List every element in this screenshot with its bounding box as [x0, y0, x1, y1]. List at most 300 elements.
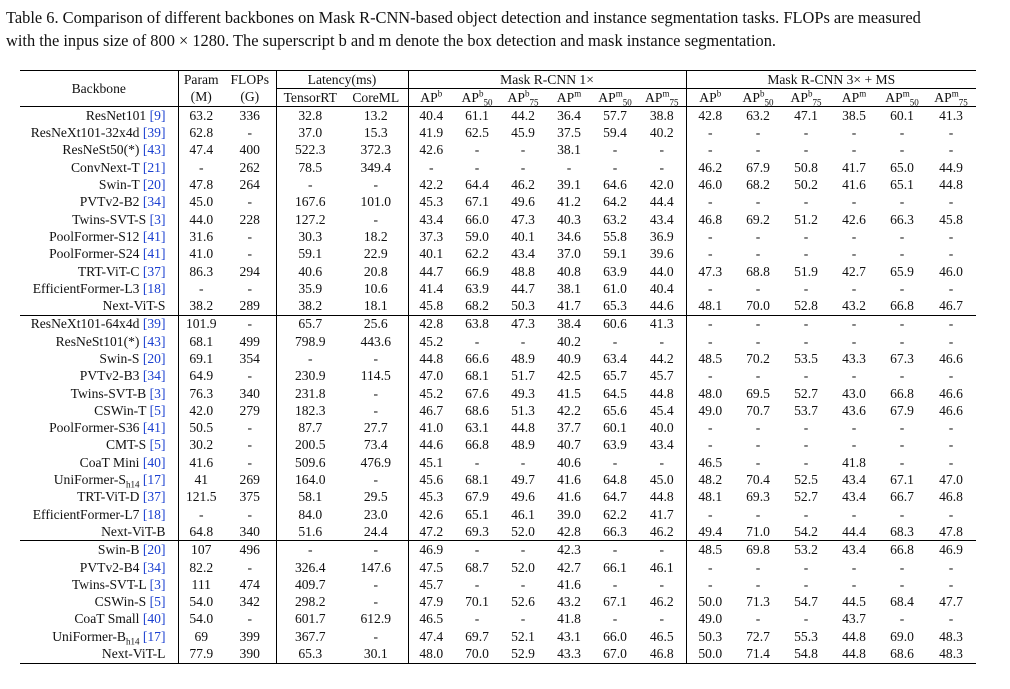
table-cell: 69.5	[746, 385, 770, 401]
table-cell: 41.3	[649, 316, 674, 332]
table-cell: -	[659, 611, 665, 627]
table-cell: 47.4	[178, 142, 224, 159]
citation-link[interactable]: [3]	[149, 385, 166, 401]
table-cell: 43.4	[842, 472, 866, 488]
backbone-name: TRT-ViT-D [37]	[77, 489, 166, 505]
table-cell: 54.7	[794, 594, 818, 610]
backbone-name: CoaT Mini [40]	[79, 454, 166, 470]
table-cell: 44.9	[939, 159, 963, 175]
table-cell: 612.9	[360, 611, 392, 627]
table-cell: 67.1	[890, 472, 914, 488]
table-cell: 51.7	[511, 368, 535, 384]
table-cell: 48.5	[686, 541, 734, 559]
table-cell: 354	[239, 351, 260, 366]
table-cell: 44.5	[842, 594, 866, 610]
table-cell: 63.4	[603, 351, 627, 366]
table-cell: 50.5	[178, 419, 224, 436]
table-cell: 59.4	[603, 125, 627, 141]
table-cell: 45.3	[408, 489, 454, 506]
table-cell: 39.0	[557, 506, 581, 522]
table-cell: 231.8	[276, 385, 344, 402]
table-cell: 42.7	[557, 559, 581, 575]
table-cell: 52.1	[511, 628, 535, 644]
header-metric: $AP^b_{50}$	[454, 89, 500, 107]
table-cell: -	[948, 576, 954, 592]
table-cell: 66.8	[465, 437, 489, 453]
table-cell: 47.5	[408, 559, 454, 576]
table-cell: 64.2	[603, 194, 627, 210]
table-cell: -	[851, 333, 857, 349]
table-cell: 48.1	[686, 489, 734, 506]
backbone-name: Twins-SVT-B [3]	[70, 385, 166, 401]
table-cell: -	[612, 454, 618, 470]
table-cell: 44.8	[939, 177, 963, 193]
table-cell: 71.0	[734, 523, 782, 541]
backbone-name: Swin-S [20]	[99, 351, 166, 366]
table-cell: 69.3	[746, 489, 770, 505]
table-cell: 47.4	[408, 628, 454, 645]
table-row	[20, 523, 976, 541]
citation-link[interactable]: [39]	[142, 125, 166, 141]
table-cell: 62.2	[465, 246, 489, 262]
table-cell: -	[899, 576, 905, 592]
table-cell: -	[803, 454, 809, 470]
table-row	[20, 333, 976, 350]
table-cell: -	[686, 437, 734, 454]
table-cell: 46.9	[408, 541, 454, 559]
table-cell: 69.0	[890, 628, 914, 644]
table-cell: 63.2	[603, 211, 627, 227]
table-group-small	[20, 107, 976, 316]
table-cell: 42.8	[408, 315, 454, 333]
table-cell: -	[899, 333, 905, 349]
table-cell: 44.8	[842, 646, 866, 662]
table-cell: 65.0	[890, 159, 914, 175]
table-cell: 41.7	[842, 159, 866, 175]
table-cell: 53.2	[794, 542, 818, 558]
citation-link[interactable]: [40]	[142, 454, 166, 470]
table-cell: 50.3	[686, 628, 734, 645]
citation-link[interactable]: [41]	[142, 246, 166, 262]
table-cell: -	[659, 576, 665, 592]
table-cell: 84.0	[276, 506, 344, 523]
table-cell: 443.6	[360, 333, 392, 349]
table-cell: -	[612, 611, 618, 627]
table-cell: -	[803, 280, 809, 296]
table-cell: 336	[239, 107, 260, 123]
table-cell: -	[474, 611, 480, 627]
table-cell: 65.1	[890, 177, 914, 193]
table-cell: 46.2	[649, 594, 674, 610]
backbone-name: PVTv2-B3 [34]	[79, 368, 166, 384]
table-cell: 65.7	[603, 368, 627, 384]
table-cell: -	[659, 159, 665, 175]
table-cell: -	[851, 437, 857, 453]
table-cell: 23.0	[363, 506, 388, 522]
table-cell: 52.7	[794, 385, 818, 401]
citation-link[interactable]: [18]	[142, 506, 166, 522]
table-cell: 121.5	[178, 489, 224, 506]
table-cell: -	[247, 437, 253, 453]
backbone-name: ConvNext-T [21]	[70, 159, 166, 175]
table-row	[20, 402, 976, 419]
table-cell: 52.9	[511, 646, 535, 662]
table-cell: 42.6	[408, 142, 454, 159]
table-cell: 45.9	[511, 125, 535, 141]
citation-link[interactable]: [3]	[149, 576, 166, 592]
table-cell: -	[247, 368, 253, 384]
table-cell: 46.6	[939, 402, 963, 418]
table-cell: 42.6	[408, 506, 454, 523]
table-cell: 15.3	[363, 125, 388, 141]
table-caption	[6, 6, 1006, 52]
table-cell: 18.2	[363, 228, 388, 244]
table-cell: 499	[239, 333, 260, 349]
table-cell: -	[851, 559, 857, 575]
header-param-unit: (M)	[178, 89, 224, 107]
table-group-large	[20, 541, 976, 663]
table-cell: 49.6	[511, 194, 535, 210]
table-cell: 45.3	[408, 193, 454, 210]
table-cell: 44.6	[408, 437, 454, 454]
table-cell: 42.2	[557, 402, 581, 418]
table-cell: 349.4	[360, 159, 392, 175]
table-cell: 68.6	[465, 402, 489, 418]
table-cell: -	[803, 368, 809, 384]
table-cell: 44.4	[649, 194, 674, 210]
table-cell: -	[755, 280, 761, 296]
table-cell: 68.3	[878, 523, 926, 541]
table-cell: 25.6	[363, 316, 388, 332]
table-row	[20, 541, 976, 559]
table-cell: 400	[239, 142, 260, 158]
header-flops-unit: (G)	[224, 89, 276, 107]
citation-link[interactable]: [43]	[142, 333, 166, 349]
table-row	[20, 506, 976, 523]
table-cell: -	[948, 420, 954, 436]
table-cell: 47.3	[686, 263, 734, 280]
citation-link[interactable]: [37]	[142, 489, 166, 505]
table-cell: 68.1	[465, 368, 489, 384]
table-cell: 40.2	[557, 333, 581, 349]
table-cell: -	[755, 437, 761, 453]
citation-link[interactable]: [20]	[142, 542, 166, 558]
table-cell: -	[178, 159, 224, 176]
table-cell: 41.7	[649, 506, 674, 522]
table-cell: 798.9	[276, 333, 344, 350]
backbone-name: Next-ViT-S	[20, 297, 178, 315]
table-cell: 43.3	[557, 646, 581, 662]
table-cell: -	[373, 594, 379, 610]
table-cell: 63.2	[746, 107, 770, 123]
citation-link[interactable]: [3]	[149, 211, 166, 227]
table-cell: 262	[239, 159, 260, 175]
table-cell: 68.7	[465, 559, 489, 575]
table-cell: -	[851, 368, 857, 384]
table-cell: 48.8	[511, 263, 535, 279]
table-cell: 39.1	[557, 177, 581, 193]
table-cell: 60.1	[603, 420, 627, 436]
table-cell: 67.1	[603, 594, 627, 610]
table-cell: 52.0	[500, 523, 546, 541]
table-cell: 43.2	[830, 297, 878, 315]
table-cell: -	[373, 628, 379, 644]
table-cell: 42.5	[557, 368, 581, 384]
table-cell: 59.1	[276, 245, 344, 262]
table-cell: 41.0	[408, 419, 454, 436]
table-cell: 68.4	[890, 594, 914, 610]
citation-link[interactable]: [43]	[142, 142, 166, 158]
table-row	[20, 367, 976, 384]
citation-link[interactable]: [20]	[142, 351, 166, 366]
table-cell: 27.7	[363, 420, 388, 436]
table-cell: 38.2	[276, 297, 344, 315]
table-cell: -	[948, 280, 954, 296]
table-cell: -	[899, 611, 905, 627]
table-cell: 68.1	[465, 472, 489, 488]
table-cell: 34.6	[557, 228, 581, 244]
citation-link[interactable]: [34]	[142, 368, 166, 384]
table-cell: 69.2	[746, 211, 770, 227]
table-cell: 496	[239, 542, 260, 558]
caption-line-2: with the inpus size of 800 × 1280. The superscript b and m denote the box detection and mask instance segmentation.	[6, 31, 777, 50]
table-cell: 46.2	[686, 159, 734, 176]
header-mask-rcnn-3x-ms: Mask R-CNN 3× + MS	[686, 71, 976, 89]
table-cell: 40.7	[557, 437, 581, 453]
table-cell: 182.3	[276, 402, 344, 419]
citation-link[interactable]: [37]	[142, 263, 166, 279]
table-row	[20, 437, 976, 454]
table-cell: 54.2	[782, 523, 830, 541]
citation-link[interactable]: [5]	[149, 437, 166, 453]
table-cell: -	[948, 194, 954, 210]
table-cell: -	[686, 193, 734, 210]
table-cell: 42.8	[546, 523, 592, 541]
header-tensorrt: TensorRT	[276, 89, 344, 107]
table-cell: 40.0	[649, 420, 674, 436]
table-cell: 37.7	[557, 420, 581, 436]
citation-link[interactable]: [21]	[142, 159, 166, 175]
table-row	[20, 576, 976, 593]
table-cell: 64.4	[465, 177, 489, 193]
table-header	[20, 71, 976, 107]
table-cell: 326.4	[276, 559, 344, 576]
table-cell: 474	[239, 576, 260, 592]
table-cell: -	[851, 506, 857, 522]
table-cell: 38.5	[842, 107, 866, 123]
table-cell: 47.3	[511, 316, 535, 332]
table-cell: 65.9	[890, 263, 914, 279]
backbone-name: Next-ViT-B	[20, 523, 178, 541]
table-cell: 48.1	[686, 297, 734, 315]
table-cell: 65.1	[465, 506, 489, 522]
table-cell: 63.1	[465, 420, 489, 436]
table-cell: 46.0	[939, 263, 963, 279]
table-cell: -	[276, 350, 344, 367]
header-mask-rcnn-1x: Mask R-CNN 1×	[408, 71, 686, 89]
comparison-table	[20, 70, 976, 664]
citation-link[interactable]: [5]	[149, 402, 166, 418]
citation-link[interactable]: [5]	[149, 594, 166, 610]
table-cell: 73.4	[363, 437, 388, 453]
table-cell: 68.2	[746, 177, 770, 193]
table-cell: 47.2	[408, 523, 454, 541]
citation-link[interactable]: [34]	[142, 194, 166, 210]
table-cell: 41.6	[557, 472, 581, 488]
table-cell: -	[247, 506, 253, 522]
table-cell: 62.2	[603, 506, 627, 522]
table-cell: 46.6	[939, 351, 963, 366]
table-cell: 45.1	[408, 454, 454, 471]
table-cell: 63.9	[603, 437, 627, 453]
citation-link[interactable]: [34]	[142, 559, 166, 575]
table-cell: -	[803, 246, 809, 262]
citation-link[interactable]: [41]	[142, 420, 166, 436]
table-cell: 45.2	[408, 333, 454, 350]
table-cell: 42.6	[842, 211, 866, 227]
backbone-name: ResNeSt50(*) [43]	[62, 142, 166, 158]
table-cell: -	[686, 333, 734, 350]
table-cell: -	[899, 506, 905, 522]
table-cell: 42.8	[686, 107, 734, 125]
citation-link[interactable]: [17]	[142, 472, 166, 488]
table-cell: 399	[239, 628, 260, 644]
table-cell: 64.9	[178, 367, 224, 384]
table-cell: 41.9	[408, 124, 454, 141]
table-cell: -	[755, 576, 761, 592]
citation-link[interactable]: [9]	[149, 107, 166, 123]
table-cell: 43.3	[842, 351, 866, 366]
table-cell: 69.7	[465, 628, 489, 644]
backbone-name: ResNet101 [9]	[85, 107, 166, 123]
table-cell: -	[520, 611, 526, 627]
table-cell: 48.2	[686, 471, 734, 488]
table-cell: 60.6	[603, 316, 627, 332]
table-cell: 46.5	[686, 454, 734, 471]
table-cell: -	[373, 177, 379, 193]
table-cell: 66.0	[465, 211, 489, 227]
table-cell: 40.6	[557, 454, 581, 470]
table-row	[20, 315, 976, 333]
header-metric: $AP^m_{50}$	[878, 89, 926, 107]
table-cell: 264	[239, 177, 260, 193]
table-cell: 48.9	[511, 437, 535, 453]
table-cell: 66.9	[465, 263, 489, 279]
table-cell: 43.4	[408, 211, 454, 228]
citation-link[interactable]: [39]	[142, 316, 166, 332]
table-cell: 64.8	[178, 523, 224, 541]
table-cell: 44.8	[649, 489, 674, 505]
citation-link[interactable]: [40]	[142, 611, 166, 627]
citation-link[interactable]: [17]	[142, 628, 166, 644]
table-cell: 69.1	[178, 350, 224, 367]
caption-line-1: Table 6. Comparison of different backbones on Mask R-CNN-based object detection and instance segmentation tasks. FLOPs are measured	[6, 8, 921, 27]
table-cell: -	[659, 142, 665, 158]
citation-link[interactable]: [20]	[142, 177, 166, 193]
table-cell: 42.0	[178, 402, 224, 419]
table-cell: 44.2	[649, 351, 674, 366]
table-cell: -	[899, 316, 905, 332]
table-cell: -	[686, 419, 734, 436]
table-cell: -	[948, 368, 954, 384]
backbone-name: UniFormer-$B_{h14}$ [17]	[52, 628, 166, 647]
table-cell: 38.8	[649, 107, 674, 123]
table-cell: 30.1	[363, 646, 388, 662]
table-cell: 47.3	[511, 211, 535, 227]
table-cell: -	[373, 211, 379, 227]
table-cell: 40.4	[649, 280, 674, 296]
citation-link[interactable]: [41]	[142, 228, 166, 244]
backbone-name: ResNeSt101(*) [43]	[55, 333, 166, 349]
table-cell: 36.9	[649, 228, 674, 244]
table-cell: 20.8	[363, 263, 388, 279]
table-cell: 46.7	[926, 297, 976, 315]
table-cell: 48.0	[686, 385, 734, 402]
table-cell: -	[755, 316, 761, 332]
table-cell: 522.3	[276, 142, 344, 159]
table-cell: 375	[239, 489, 260, 505]
table-cell: 45.8	[408, 297, 454, 315]
table-cell: 200.5	[276, 437, 344, 454]
header-metric: $AP^b_{75}$	[500, 89, 546, 107]
table-cell: 46.5	[649, 628, 674, 644]
table-cell: 29.5	[363, 489, 388, 505]
table-cell: -	[474, 142, 480, 158]
table-cell: -	[659, 542, 665, 558]
table-cell: -	[247, 454, 253, 470]
table-cell: 47.0	[939, 472, 963, 488]
table-row	[20, 593, 976, 610]
citation-link[interactable]: [18]	[142, 280, 166, 296]
table-cell: 47.1	[794, 107, 818, 123]
table-cell: -	[948, 142, 954, 158]
table-cell: 41.5	[557, 385, 581, 401]
header-metric: $AP^m_{75}$	[926, 89, 976, 107]
backbone-name: ResNeXt101-32x4d [39]	[30, 125, 166, 141]
table-cell: 67.6	[465, 385, 489, 401]
table-cell: 230.9	[276, 367, 344, 384]
table-cell: 46.2	[511, 177, 535, 193]
table-cell: 40.4	[408, 107, 454, 125]
table-cell: 43.4	[649, 211, 674, 227]
table-row	[20, 489, 976, 506]
table-cell: 46.8	[686, 211, 734, 228]
table-cell: 41.6	[178, 454, 224, 471]
table-cell: 45.8	[939, 211, 963, 227]
table-cell: 54.0	[178, 611, 224, 628]
table-cell: 44.8	[649, 385, 674, 401]
table-cell: -	[948, 611, 954, 627]
table-row	[20, 559, 976, 576]
table-cell: -	[803, 506, 809, 522]
table-cell: 43.4	[842, 542, 866, 558]
table-cell: 62.8	[178, 124, 224, 141]
table-cell: -	[755, 333, 761, 349]
table-cell: 44.8	[511, 420, 535, 436]
table-cell: -	[612, 159, 618, 175]
table-cell: 46.5	[408, 611, 454, 628]
table-cell: 48.5	[686, 350, 734, 367]
table-row	[20, 454, 976, 471]
table-cell: 44.8	[408, 350, 454, 367]
table-cell: 41.6	[557, 576, 581, 592]
table-cell: 41.7	[546, 297, 592, 315]
table-row	[20, 628, 976, 645]
table-cell: 52.6	[511, 594, 535, 610]
table-cell: 30.2	[178, 437, 224, 454]
table-cell: 71.4	[746, 646, 770, 662]
table-cell: -	[474, 542, 480, 558]
